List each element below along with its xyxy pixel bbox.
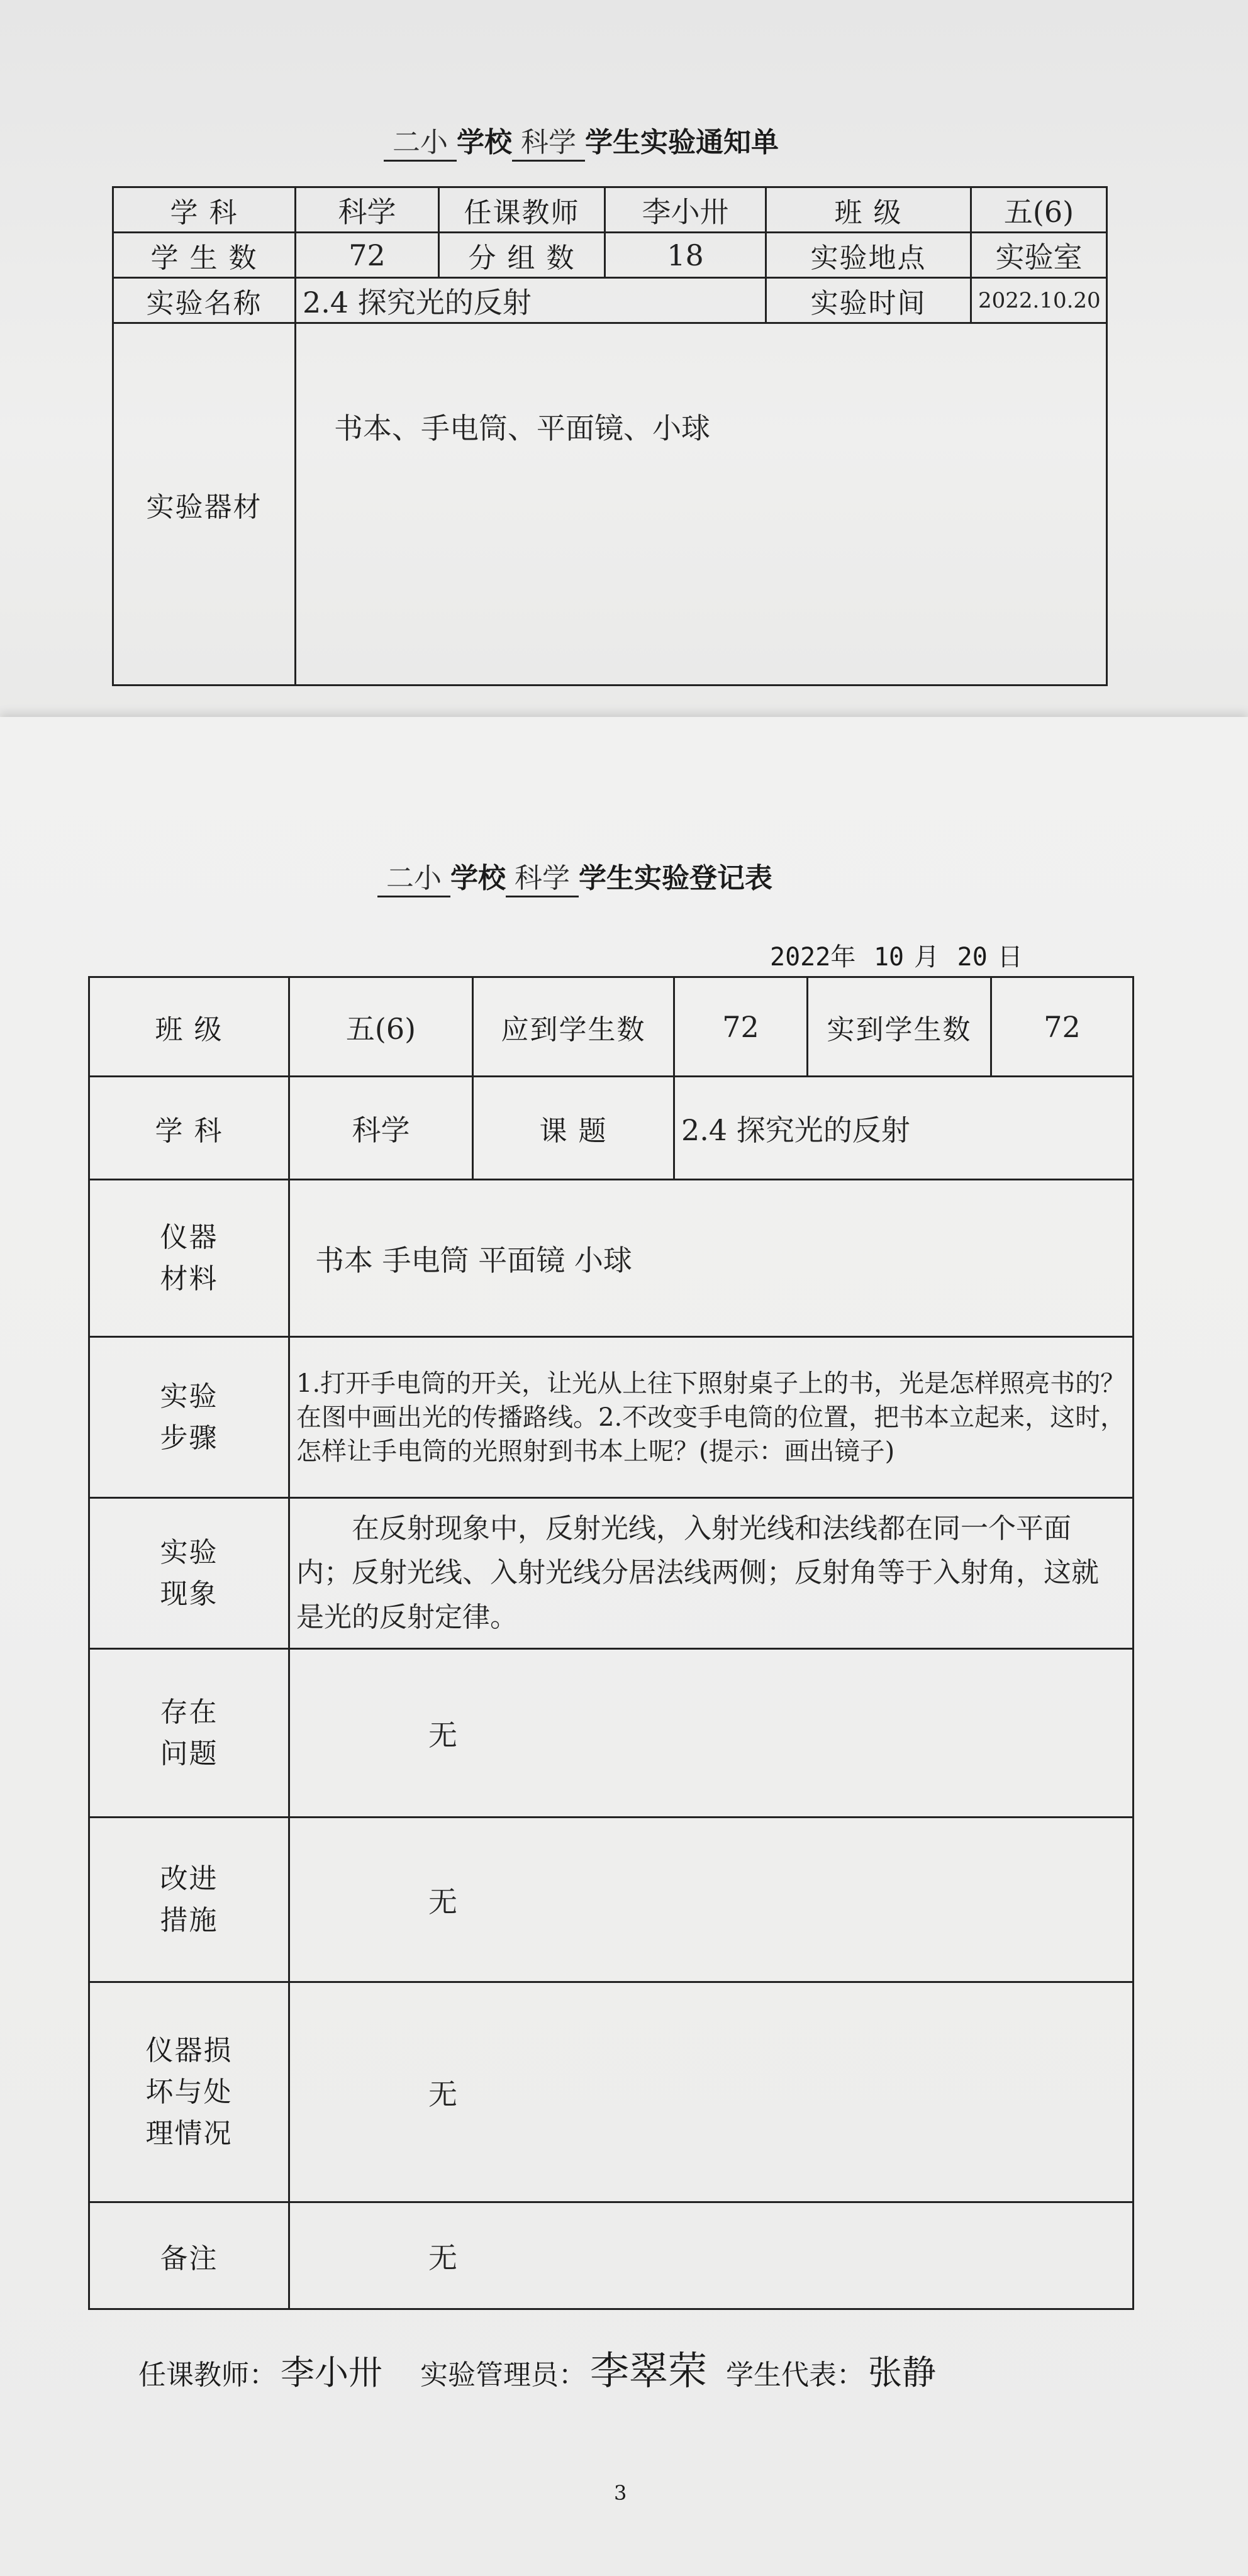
sig-teacher-label: 任课教师： [138, 2359, 277, 2391]
register-subject-fill: 科学 [506, 855, 579, 897]
notice-title-mid: 学校 [457, 126, 512, 158]
date-day-unit: 日 [997, 943, 1023, 972]
reg-actual-value: 72 [991, 977, 1134, 1077]
page-number: 3 [614, 2481, 627, 2505]
reg-topic-value: 2.4 探究光的反射 [674, 1077, 1134, 1180]
notice-equipment-value: 书本、手电筒、平面镜、小球 [296, 323, 1107, 686]
reg-steps-value: 1.打开手电筒的开关，让光从上往下照射桌子上的书，光是怎样照亮书的？在图中画出光的传播路线。2.不改变手电筒的位置，把书本立起来，这时，怎样让手电筒的光照射到书本上呢？(提示：画出镜子) [289, 1337, 1134, 1498]
reg-improve-label: 改进 措施 [89, 1818, 289, 1982]
notice-title-end: 学生实验通知单 [585, 126, 779, 158]
reg-remarks-label: 备注 [89, 2202, 289, 2309]
notice-exp-time-label: 实验时间 [766, 278, 971, 323]
reg-class-label: 班 级 [89, 977, 289, 1077]
notice-title [384, 119, 779, 162]
reg-expected-value: 72 [674, 977, 808, 1077]
date-month-unit: 月 [914, 943, 940, 972]
notice-subject-fill: 科学 [512, 119, 585, 162]
date-year: 2022 [770, 943, 831, 972]
register-date [770, 937, 1023, 973]
reg-phenomenon-value: 在反射现象中，反射光线，入射光线和法线都在同一个平面内；反射光线、入射光线分居法线两侧；反射角等于入射角，这就是光的反射定律。 [289, 1498, 1134, 1649]
reg-actual-label: 实到学生数 [808, 977, 991, 1077]
reg-damage-label: 仪器损 坏与处 理情况 [89, 1982, 289, 2202]
reg-materials-value: 书本 手电筒 平面镜 小球 [289, 1180, 1134, 1337]
reg-damage-value: 无 [289, 1982, 1134, 2202]
notice-class-label: 班 级 [766, 187, 971, 233]
notice-teacher-label: 任课教师 [439, 187, 605, 233]
sig-admin-label: 实验管理员： [420, 2359, 586, 2391]
reg-topic-label: 课 题 [473, 1077, 674, 1180]
reg-phenomenon-label: 实验 现象 [89, 1498, 289, 1649]
notice-students-value: 72 [296, 233, 439, 278]
notice-place-value: 实验室 [971, 233, 1107, 278]
notice-exp-name-label: 实验名称 [113, 278, 296, 323]
sig-admin-name: 李翠荣 [590, 2348, 708, 2394]
register-title [377, 855, 772, 897]
sig-student-label: 学生代表： [726, 2359, 865, 2391]
notice-groups-label: 分 组 数 [439, 233, 605, 278]
reg-expected-label: 应到学生数 [473, 977, 674, 1077]
notice-students-label: 学 生 数 [113, 233, 296, 278]
register-title-mid: 学校 [450, 862, 506, 894]
reg-improve-value: 无 [289, 1818, 1134, 1982]
date-year-unit: 年 [830, 943, 856, 972]
reg-steps-label: 实验 步骤 [89, 1337, 289, 1498]
reg-problems-label: 存在 问题 [89, 1649, 289, 1818]
notice-class-value: 五(6) [971, 187, 1107, 233]
notice-subject-value: 科学 [296, 187, 439, 233]
notice-teacher-value: 李小卅 [605, 187, 766, 233]
register-school-fill: 二小 [377, 855, 450, 897]
notice-table [112, 186, 1108, 686]
reg-materials-label: 仪器 材料 [89, 1180, 289, 1337]
notice-groups-value: 18 [605, 233, 766, 278]
date-month: 10 [873, 943, 905, 972]
register-title-end: 学生实验登记表 [579, 862, 772, 894]
register-table [88, 976, 1134, 2310]
notice-exp-name-value: 2.4 探究光的反射 [296, 278, 766, 323]
notice-exp-time-value: 2022.10.20 [971, 278, 1107, 323]
reg-subject-value: 科学 [289, 1077, 473, 1180]
notice-school-fill: 二小 [384, 119, 457, 162]
notice-equipment-label: 实验器材 [113, 323, 296, 686]
notice-subject-label: 学 科 [113, 187, 296, 233]
notice-place-label: 实验地点 [766, 233, 971, 278]
sig-student-name: 张静 [868, 2353, 937, 2392]
signature-line [138, 2340, 940, 2396]
reg-class-value: 五(6) [289, 977, 473, 1077]
reg-remarks-value: 无 [289, 2202, 1134, 2309]
date-day: 20 [957, 943, 988, 972]
sig-teacher-name: 李小卅 [281, 2353, 382, 2392]
reg-subject-label: 学 科 [89, 1077, 289, 1180]
reg-problems-value: 无 [289, 1649, 1134, 1818]
